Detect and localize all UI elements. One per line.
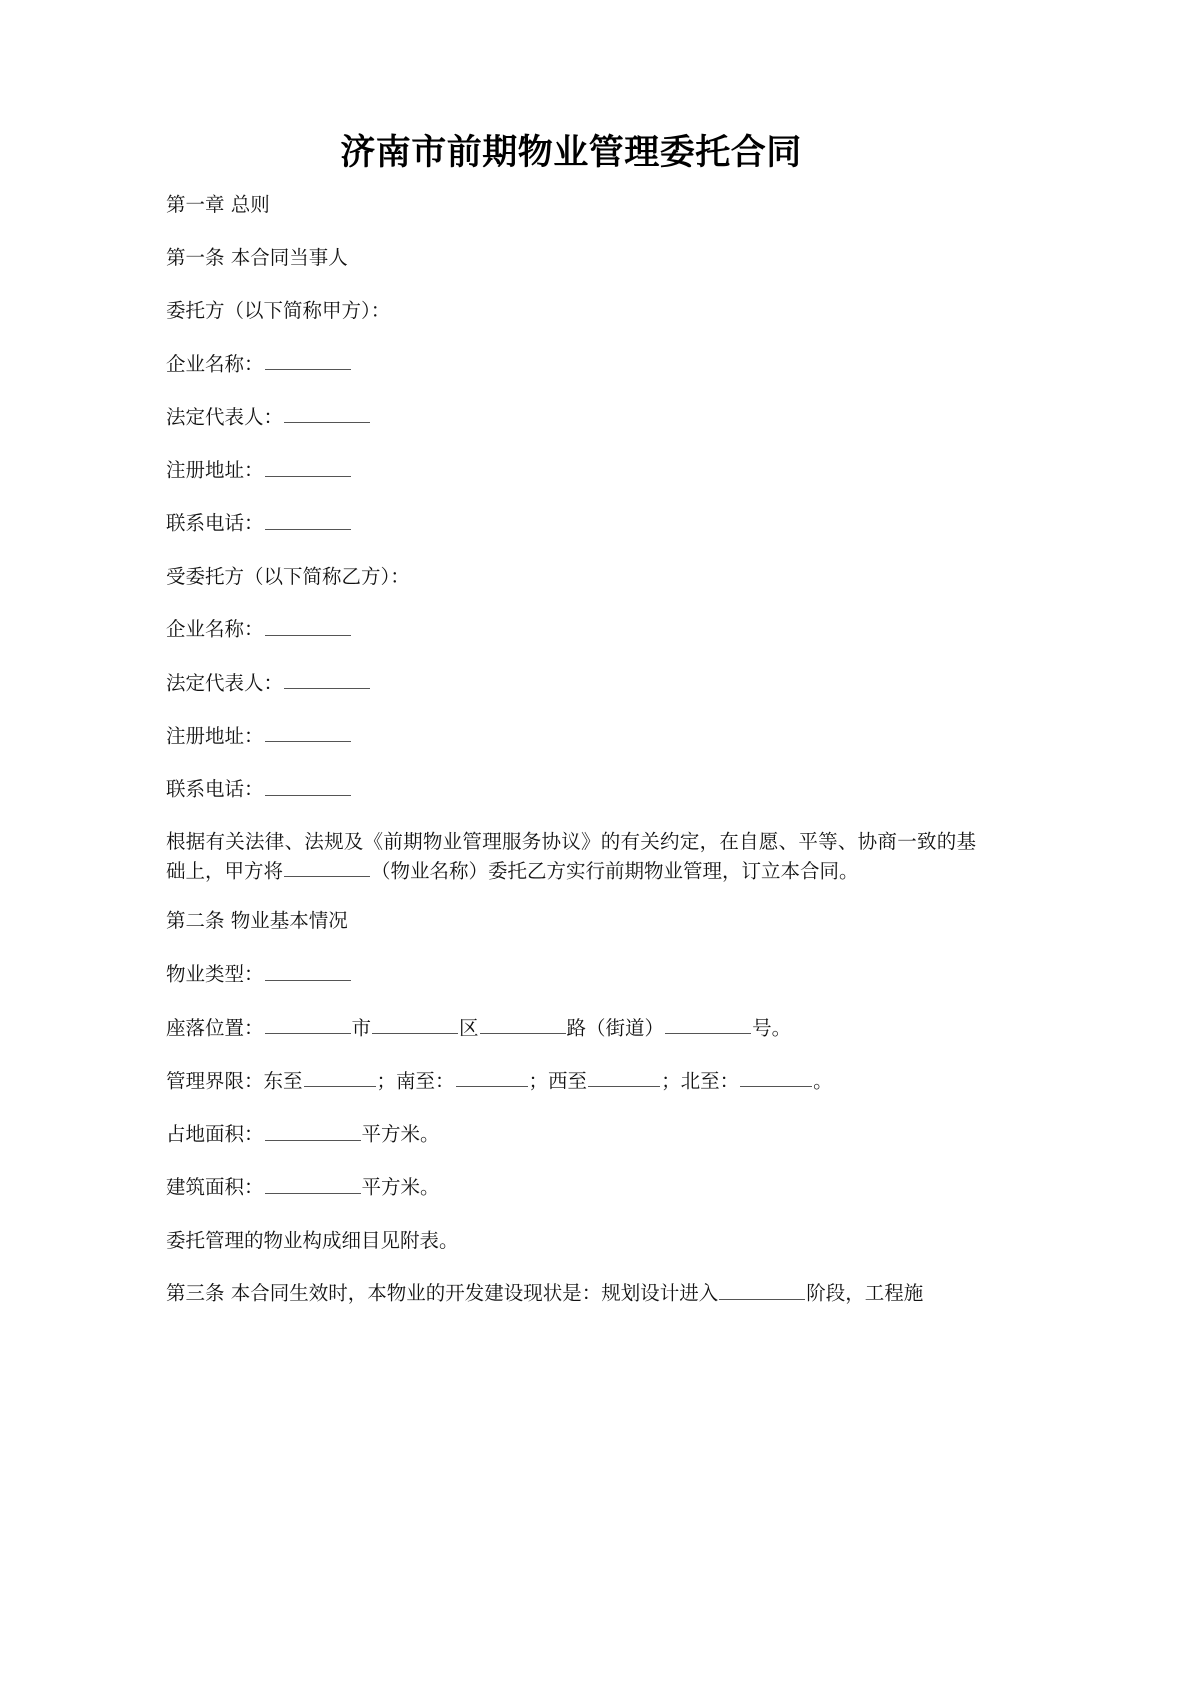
- boundary-south-blank[interactable]: [456, 1067, 528, 1088]
- party-b-legal-rep-row: [166, 669, 976, 722]
- location-road-blank[interactable]: [480, 1014, 566, 1035]
- boundary-west-blank[interactable]: [588, 1067, 660, 1088]
- article-1-heading: 第一条 本合同当事人: [166, 246, 348, 270]
- party-b-phone-label: 联系电话：: [166, 777, 264, 801]
- boundary-north-label: ；北至：: [661, 1069, 740, 1093]
- land-area-unit: 平方米。: [361, 1122, 440, 1146]
- property-type-label: 物业类型：: [166, 962, 264, 986]
- party-a-phone-label: 联系电话：: [166, 511, 264, 535]
- party-b-legal-rep-label: 法定代表人：: [166, 671, 284, 695]
- boundary-end-mark: 。: [813, 1069, 833, 1093]
- preamble-text-part-1: 根据有关法律、法规及《前期物业管理服务协议》的有关约定，在自愿、平等、协商一致的基础上，甲方将: [166, 830, 976, 883]
- location-number-blank[interactable]: [665, 1014, 751, 1035]
- party-a-phone-row: [166, 509, 976, 562]
- party-a-legal-rep-blank[interactable]: [284, 403, 370, 424]
- party-a-heading: 委托方（以下简称甲方）：: [166, 298, 391, 322]
- party-b-phone-row: [166, 775, 976, 828]
- party-b-company-name-row: [166, 615, 976, 668]
- building-area-blank[interactable]: [265, 1173, 361, 1194]
- land-area-row: [166, 1120, 976, 1173]
- article-3-paragraph: [166, 1279, 976, 1332]
- preamble-property-name-blank[interactable]: [284, 857, 370, 878]
- land-area-blank[interactable]: [265, 1120, 361, 1141]
- party-b-company-name-blank[interactable]: [265, 615, 351, 636]
- property-location-row: [166, 1014, 976, 1067]
- boundary-label: 管理界限：: [166, 1069, 264, 1093]
- article-3-text-part-2: 阶段，工程施: [806, 1281, 924, 1305]
- boundary-west-label: ；西至: [528, 1069, 588, 1093]
- party-a-phone-blank[interactable]: [265, 509, 351, 530]
- party-b-address-row: [166, 722, 976, 775]
- boundary-east-blank[interactable]: [304, 1067, 376, 1088]
- location-city-blank[interactable]: [265, 1014, 351, 1035]
- attachment-note: 委托管理的物业构成细目见附表。: [166, 1228, 459, 1252]
- party-a-address-blank[interactable]: [265, 456, 351, 477]
- chapter-heading: 第一章 总则: [166, 193, 270, 217]
- party-a-address-label: 注册地址：: [166, 458, 264, 482]
- article-3-stage-blank[interactable]: [719, 1279, 805, 1300]
- property-type-row: [166, 960, 976, 1013]
- building-area-row: [166, 1173, 976, 1226]
- preamble-text-part-2: （物业名称）委托乙方实行前期物业管理，订立本合同。: [371, 859, 859, 883]
- location-road-unit: 路（街道）: [566, 1016, 665, 1039]
- party-b-heading: 受委托方（以下简称乙方）：: [166, 564, 410, 588]
- party-b-address-blank[interactable]: [265, 722, 351, 743]
- property-type-blank[interactable]: [265, 960, 351, 981]
- boundary-north-blank[interactable]: [740, 1067, 812, 1088]
- party-b-address-label: 注册地址：: [166, 724, 264, 748]
- location-district-blank[interactable]: [372, 1014, 458, 1035]
- location-district-unit: 区: [459, 1016, 479, 1039]
- article-3-text-part-1: 第三条 本合同生效时，本物业的开发建设现状是：规划设计进入: [166, 1281, 719, 1305]
- building-area-unit: 平方米。: [361, 1175, 440, 1199]
- property-boundary-row: [166, 1067, 976, 1120]
- page-title: 济南市前期物业管理委托合同: [340, 133, 802, 173]
- location-number-unit: 号。: [752, 1016, 792, 1039]
- document-body: [166, 130, 976, 1333]
- boundary-east-label: 东至: [263, 1069, 303, 1093]
- location-city-unit: 市: [351, 1016, 372, 1039]
- party-a-legal-rep-row: [166, 403, 976, 456]
- boundary-south-label: ；南至：: [376, 1069, 455, 1093]
- party-b-phone-blank[interactable]: [265, 775, 351, 796]
- party-a-address-row: [166, 456, 976, 509]
- party-b-company-name-label: 企业名称：: [166, 617, 264, 641]
- article-2-heading: 第二条 物业基本情况: [166, 909, 348, 933]
- party-a-legal-rep-label: 法定代表人：: [166, 405, 284, 429]
- party-a-company-name-label: 企业名称：: [166, 352, 264, 376]
- party-b-legal-rep-blank[interactable]: [284, 669, 370, 690]
- land-area-label: 占地面积：: [166, 1122, 264, 1146]
- party-a-company-name-blank[interactable]: [265, 350, 351, 371]
- property-location-label: 座落位置：: [166, 1016, 264, 1039]
- preamble-paragraph: [166, 828, 976, 907]
- building-area-label: 建筑面积：: [166, 1175, 264, 1199]
- party-a-company-name-row: [166, 350, 976, 403]
